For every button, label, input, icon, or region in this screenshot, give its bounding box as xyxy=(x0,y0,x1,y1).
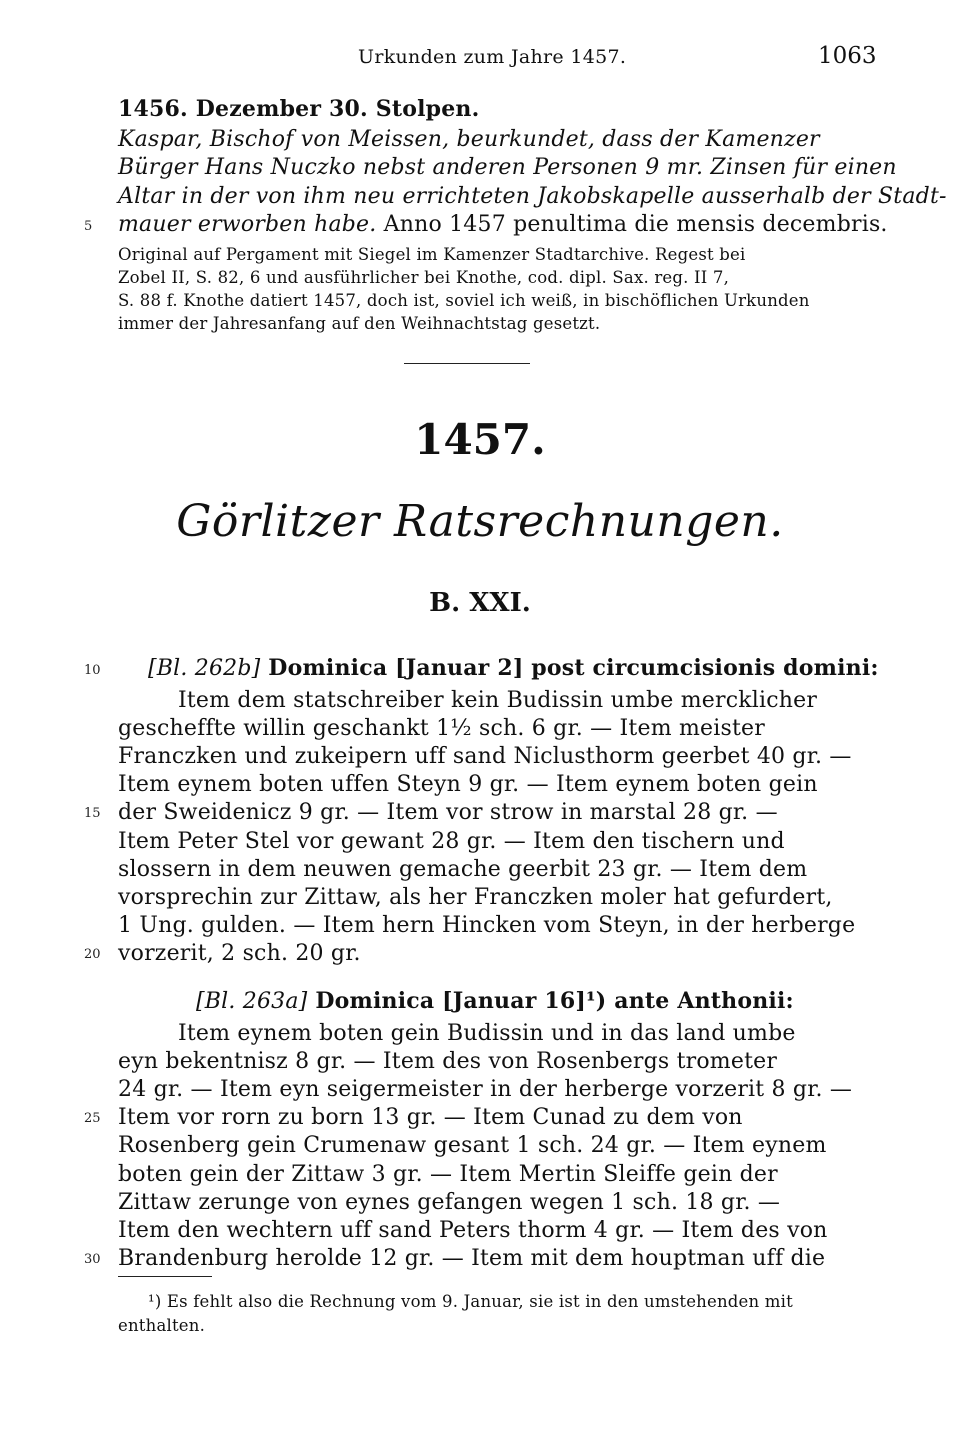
text-line: Item eynem boten gein Budissin und in das land umbe xyxy=(178,1021,796,1046)
section-title: Görlitzer Ratsrechnungen. xyxy=(176,496,784,547)
entry-date: Dominica [Januar 16]¹) ante Anthonii: xyxy=(307,988,794,1014)
text-line: Zittaw zerunge von eynes gefangen wegen 1 sch. 18 gr. — xyxy=(118,1190,781,1215)
text-line: boten gein der Zittaw 3 gr. — Item Mertin Sleiffe gein der xyxy=(118,1162,778,1187)
page-header xyxy=(0,43,960,76)
text-line: 1 Ung. gulden. — Item hern Hincken vom Steyn, in der herberge xyxy=(118,913,856,938)
margin-line-number: 5 xyxy=(84,219,93,234)
source-note-line: S. 88 f. Knothe datiert 1457, doch ist, soviel ich weiß, in bischöflichen Urkunden xyxy=(118,291,810,310)
margin-line-number: 15 xyxy=(84,806,101,821)
regest-line: Kaspar, Bischof von Meissen, beurkundet, dass der Kamenzer xyxy=(118,127,820,152)
source-note-line: immer der Jahresanfang auf den Weihnachtstag gesetzt. xyxy=(118,314,601,333)
entry-heading xyxy=(148,655,879,681)
regest-line: Altar in der von ihm neu errichteten Jakobskapelle ausserhalb der Stadt- xyxy=(118,184,947,209)
text-line: gescheffte willin geschankt 1½ sch. 6 gr. — Item meister xyxy=(118,716,765,741)
running-title: Urkunden zum Jahre 1457. xyxy=(358,46,627,68)
entry-heading: 1456. Dezember 30. Stolpen. xyxy=(118,96,480,122)
text-line: Item eynem boten uffen Steyn 9 gr. — Item eynem boten gein xyxy=(118,772,818,797)
text-line: Item Peter Stel vor gewant 28 gr. — Item den tischern und xyxy=(118,829,785,854)
margin-line-number: 10 xyxy=(84,663,101,678)
text-line: slossern in dem neuwen gemache geerbit 23 gr. — Item dem xyxy=(118,857,808,882)
page-number: 1063 xyxy=(818,43,877,69)
text-line: Item den wechtern uff sand Peters thorm 4 gr. — Item des von xyxy=(118,1218,828,1243)
text-line: Brandenburg herolde 12 gr. — Item mit dem houptman uff die xyxy=(118,1246,826,1271)
regest-line xyxy=(118,212,888,237)
text-line: der Sweidenicz 9 gr. — Item vor strow in marstal 28 gr. — xyxy=(118,800,778,825)
source-note-line: Original auf Pergament mit Siegel im Kamenzer Stadtarchive. Regest bei xyxy=(118,245,746,264)
source-note-line: Zobel II, S. 82, 6 und ausführlicher bei Knothe, cod. dipl. Sax. reg. II 7, xyxy=(118,268,730,287)
footnote-line: enthalten. xyxy=(118,1316,206,1335)
year-heading: 1457. xyxy=(414,415,546,464)
footnote-line: ¹) Es fehlt also die Rechnung vom 9. Januar, sie ist in den umstehenden mit xyxy=(148,1292,793,1311)
text-line: vorzerit, 2 sch. 20 gr. xyxy=(118,941,361,966)
folio-reference: [Bl. 262b] xyxy=(148,656,261,681)
regest-line: Bürger Hans Nuczko nebst anderen Personen 9 mr. Zinsen für einen xyxy=(118,155,897,180)
text-line: Rosenberg gein Crumenaw gesant 1 sch. 24 gr. — Item eynem xyxy=(118,1133,827,1158)
text-line: Item dem statschreiber kein Budissin umbe mercklicher xyxy=(178,688,818,713)
entry-heading xyxy=(196,988,794,1014)
text-line: vorsprechin zur Zittaw, als her Franczken moler hat gefurdert, xyxy=(118,885,833,910)
regest-line-italic: mauer erworben habe. xyxy=(118,212,377,237)
footnote-rule xyxy=(118,1276,212,1277)
margin-line-number: 30 xyxy=(84,1252,101,1267)
volume-label: B. XXI. xyxy=(429,588,531,618)
margin-line-number: 20 xyxy=(84,947,101,962)
folio-reference: [Bl. 263a] xyxy=(196,989,308,1014)
text-line: 24 gr. — Item eyn seigermeister in der herberge vorzerit 8 gr. — xyxy=(118,1077,853,1102)
text-line: Franczken und zukeipern uff sand Niclusthorm geerbet 40 gr. — xyxy=(118,744,852,769)
entry-date: Dominica [Januar 2] post circumcisionis domini: xyxy=(260,655,879,681)
margin-line-number: 25 xyxy=(84,1111,101,1126)
text-line: Item vor rorn zu born 13 gr. — Item Cunad zu dem von xyxy=(118,1105,743,1130)
text-line: eyn bekentnisz 8 gr. — Item des von Rosenbergs trometer xyxy=(118,1049,778,1074)
regest-line-roman: Anno 1457 penultima die mensis decembris. xyxy=(376,212,888,237)
section-divider xyxy=(404,363,530,364)
